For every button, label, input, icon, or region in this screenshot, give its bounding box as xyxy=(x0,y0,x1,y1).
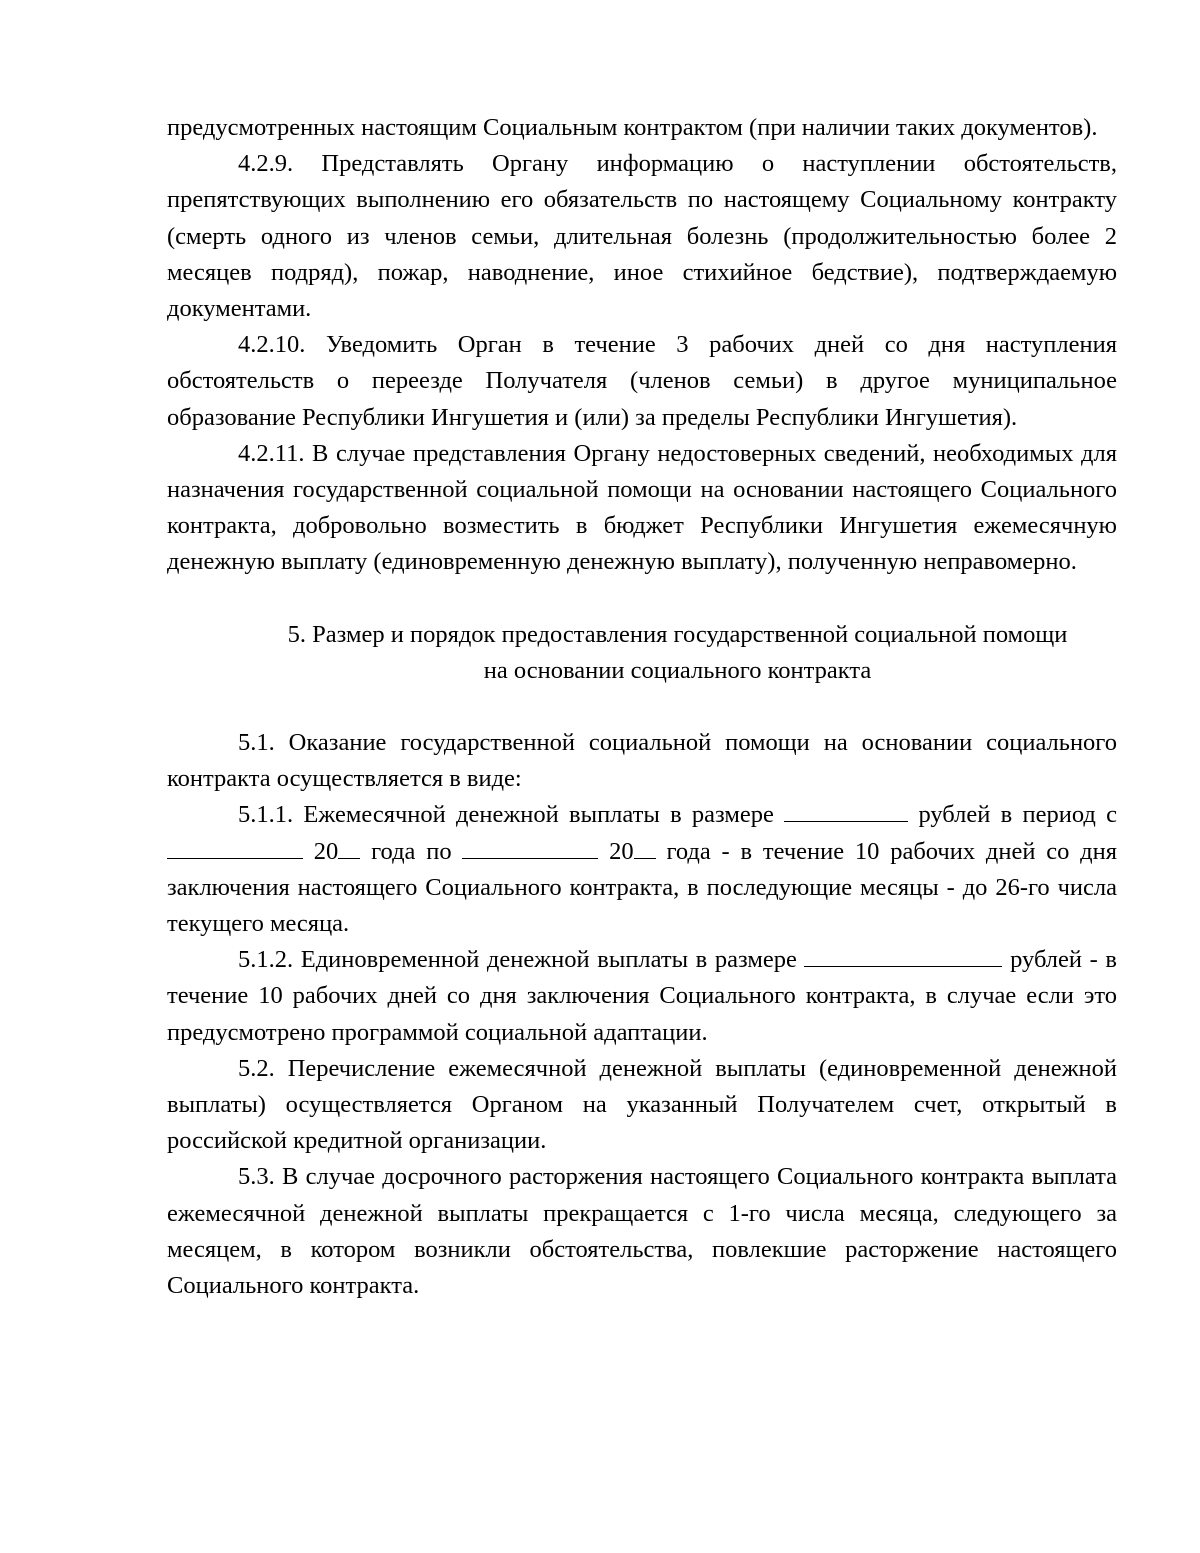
paragraph-5-3: 5.3. В случае досрочного расторжения настоящего Социального контракта выплата ежемесячной денежной выплаты прекращается с 1-го числа месяца, следующего за месяцем, в котором возникли обстоятельства, повлекшие расторжение настоящего Социального контракта. xyxy=(167,1163,1117,1300)
p511-text-c: 20 xyxy=(303,837,339,865)
year-to-blank xyxy=(634,834,656,858)
p512-text-a: 5.1.2. Единовременной денежной выплаты в размере xyxy=(238,946,805,974)
document-page xyxy=(167,110,1117,1304)
amount-lumpsum-blank xyxy=(804,943,1002,967)
paragraph-4-2-9: 4.2.9. Представлять Органу информацию о наступлении обстоятельств, препятствующих выполнению его обязательств по настоящему Социальному контракту (смерть одного из членов семьи, длительная болезнь (продолжительностью более 2 месяцев подряд), пожар, наводнение, иное стихийное бедствие), подтверждаемую документами. xyxy=(167,150,1117,323)
paragraph-continuation: предусмотренных настоящим Социальным контрактом (при наличии таких документов). xyxy=(167,114,1098,141)
date-from-blank xyxy=(167,834,303,858)
p511-text-a: 5.1.1. Ежемесячной денежной выплаты в размере xyxy=(238,801,785,829)
p511-text-b: рублей в период с xyxy=(908,801,1117,829)
paragraph-5-1-2 xyxy=(167,942,1117,1051)
section-5-title-line2: на основании социального контракта xyxy=(483,656,872,684)
p511-text-d: года по xyxy=(360,837,463,865)
p512-text-b: рублей - в течение 10 рабочих дней со дня заключения Социального контракта, в случае если это предусмотрено программой социальной адаптации. xyxy=(167,946,1117,1046)
year-from-blank xyxy=(338,834,360,858)
paragraph-5-1: 5.1. Оказание государственной социальной помощи на основании социального контракта осуществляется в виде: xyxy=(167,729,1117,793)
section-5-title-line1: 5. Размер и порядок предоставления государственной социальной помощи xyxy=(287,620,1068,648)
p511-text-f: года - в течение 10 рабочих дней со дня заключения настоящего Социального контракта, в последующие месяцы - до 26-го числа текущего месяца. xyxy=(167,837,1118,938)
paragraph-4-2-11: 4.2.11. В случае представления Органу недостоверных сведений, необходимых для назначения государственной социальной помощи на основании настоящего Социального контракта, добровольно возместить в бюджет Республики Ингушетия ежемесячную денежную выплату (единовременную денежную выплату), полученную неправомерно. xyxy=(167,439,1117,576)
paragraph-4-2-10: 4.2.10. Уведомить Орган в течение 3 рабочих дней со дня наступления обстоятельств о переезде Получателя (членов семьи) в другое муниципальное образование Республики Ингушетия и (или) за пределы Республики Ингушетия). xyxy=(167,331,1117,431)
amount-monthly-blank xyxy=(784,798,908,822)
section-5-heading xyxy=(167,617,1117,689)
paragraph-5-1-1 xyxy=(167,797,1117,942)
date-to-blank xyxy=(462,834,598,858)
p511-text-e: 20 xyxy=(598,837,634,865)
paragraph-5-2: 5.2. Перечисление ежемесячной денежной выплаты (единовременной денежной выплаты) осуществляется Органом на указанный Получателем счет, открытый в российской кредитной организации. xyxy=(167,1054,1117,1155)
